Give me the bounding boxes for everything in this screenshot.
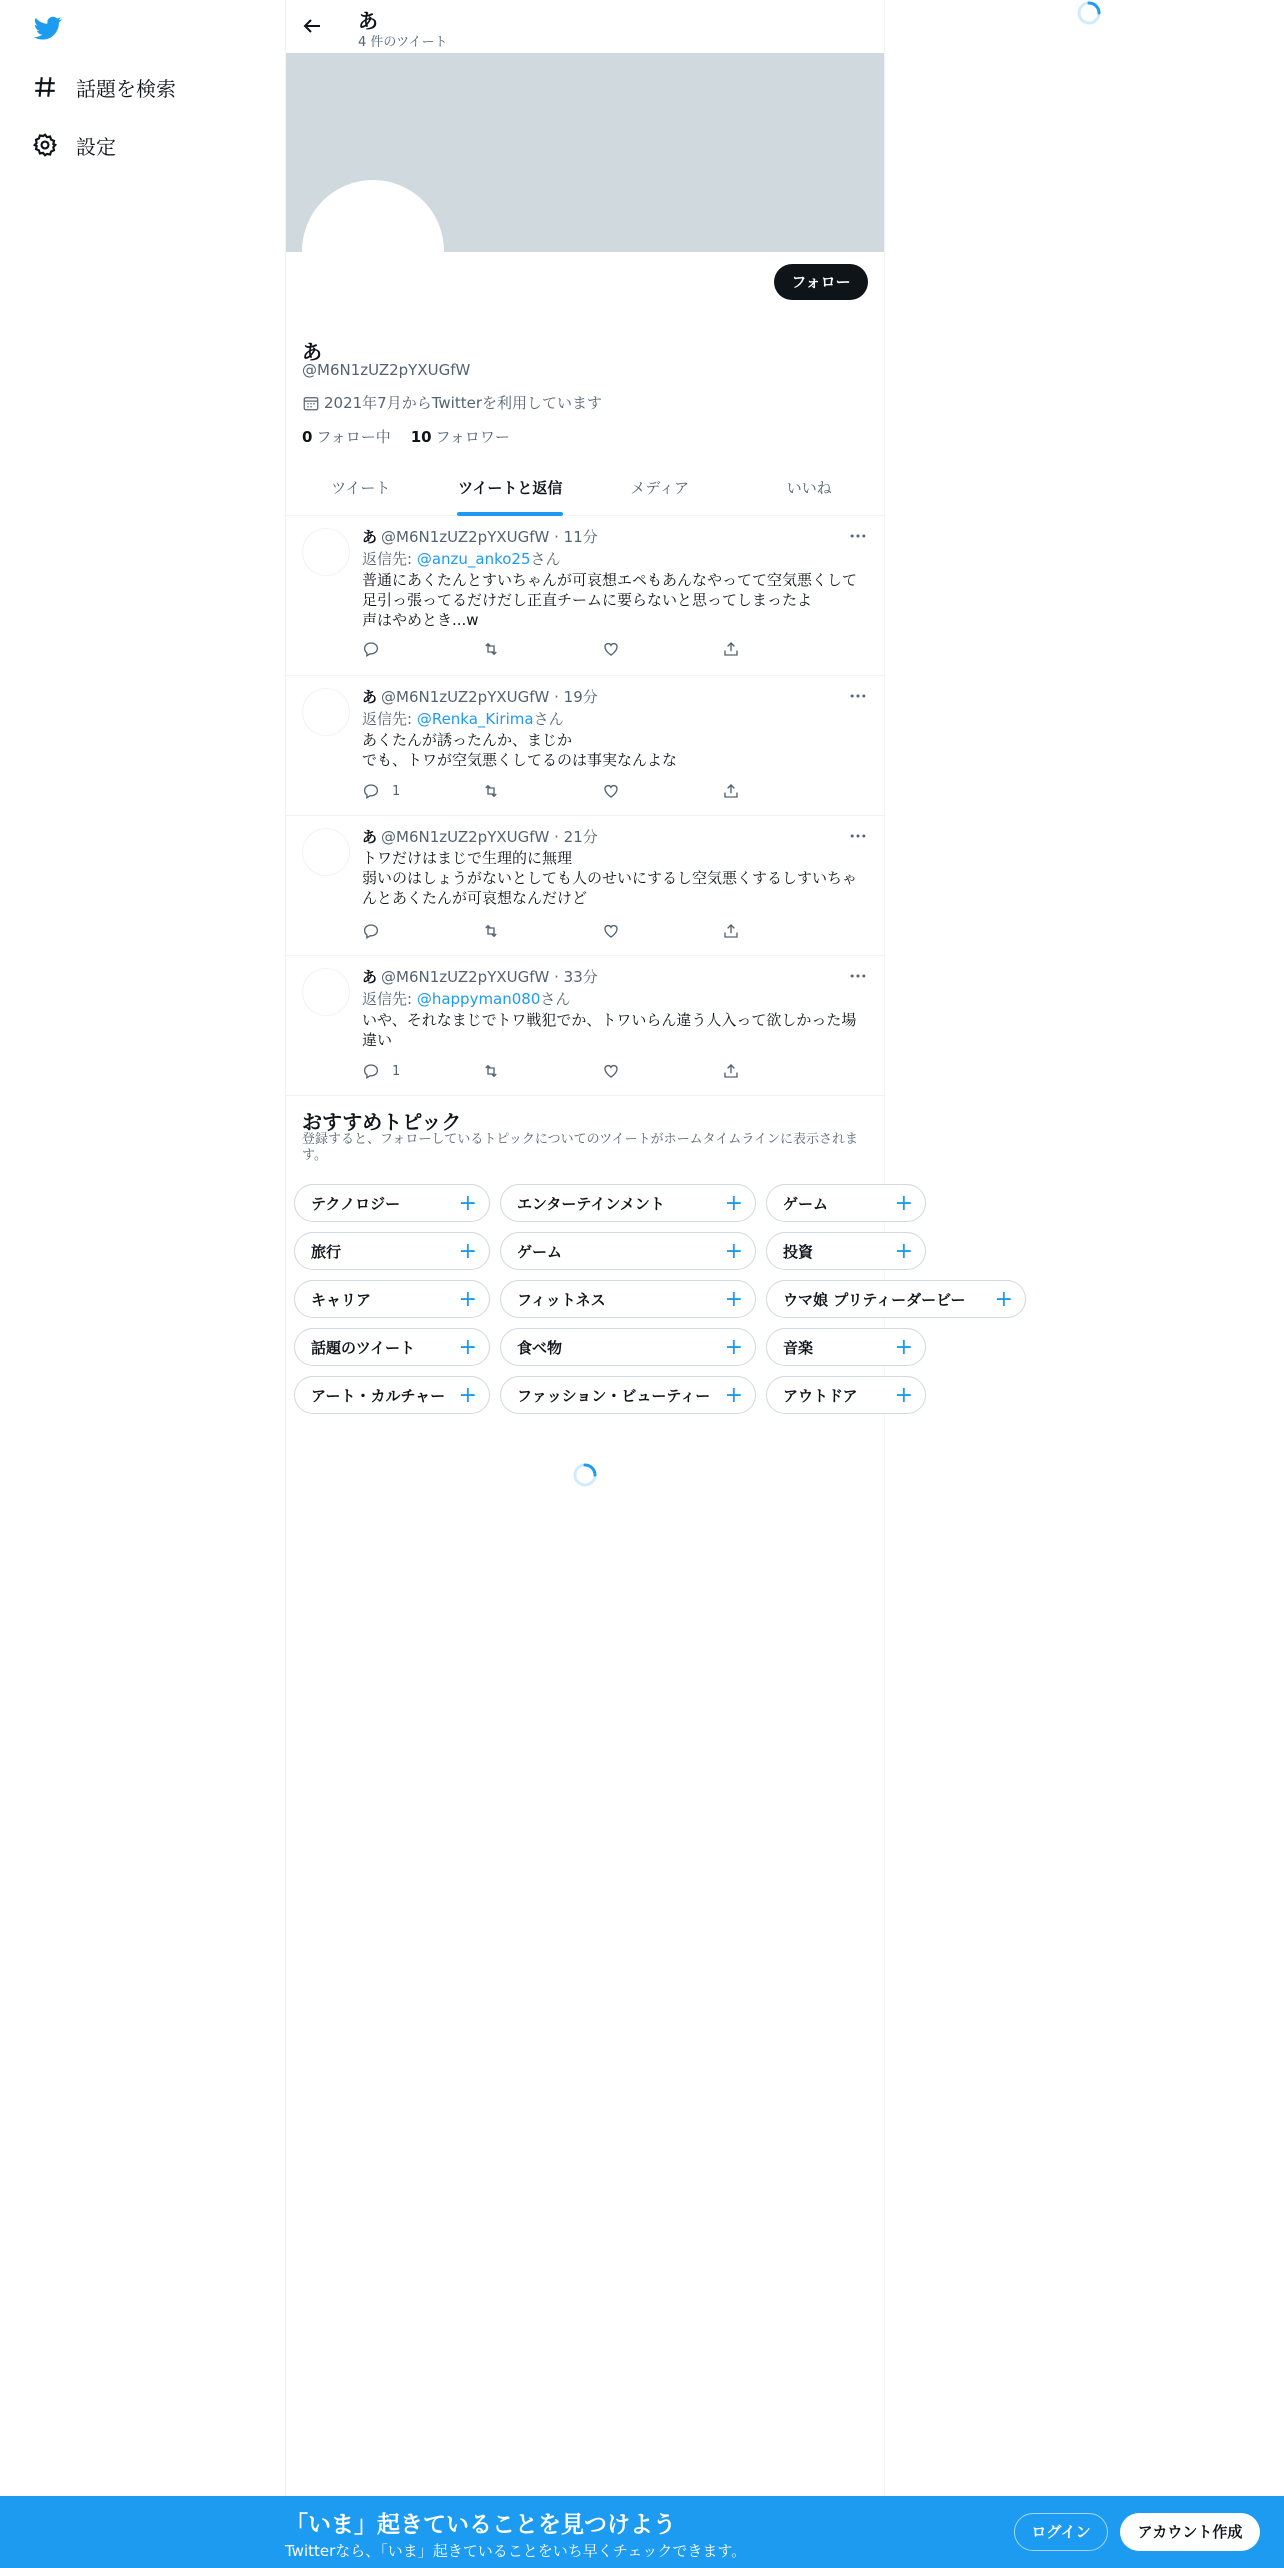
tweet-actions [362,1062,782,1080]
nav-item-label: 話題を検索 [76,76,176,101]
topic-label: エンターテインメント [517,1194,665,1213]
topic-pill[interactable] [500,1232,756,1270]
topic-label: アウトドア [783,1386,858,1405]
topics-subtitle: 登録すると、フォローしているトピックについてのツイートがホームタイムラインに表示されます。 [302,1132,859,1163]
tweet[interactable] [286,516,884,676]
plus-icon: + [724,1382,743,1408]
tweet-actions [362,782,782,800]
retweet-icon [482,1062,500,1080]
topic-pill[interactable] [294,1280,490,1318]
profile-header-bar [286,0,884,53]
topic-row [294,1376,926,1414]
tweet-reply-context [362,548,561,569]
followers-label: フォロワー [435,428,510,446]
tweet-avatar[interactable] [302,968,350,1016]
topic-label: 旅行 [311,1242,342,1261]
plus-icon: + [894,1382,913,1408]
follow-button[interactable]: フォロー [774,264,868,300]
topic-row [294,1184,926,1222]
followers-count: 10 [410,428,432,446]
share-button[interactable] [722,640,782,658]
topic-pill[interactable] [294,1376,490,1414]
calendar-icon [302,394,320,412]
tweet-actions [362,640,782,658]
nav-item-settings[interactable] [32,125,116,165]
topic-label: 話題のツイート [311,1338,415,1357]
following-label: フォロー中 [316,428,391,446]
tweet-avatar[interactable] [302,528,350,576]
reply-icon [362,922,380,940]
tweet-text: あくたんが誘ったんか、まじか でも、トワが空気悪くしてるのは事実なんよな [362,731,678,769]
tab-likes[interactable]: いいね [786,479,832,497]
plus-icon: + [724,1190,743,1216]
share-button[interactable] [722,1062,782,1080]
reply-icon [362,782,380,800]
share-icon [722,782,740,800]
topic-pill[interactable] [500,1184,756,1222]
topic-label: ファッション・ビューティー [517,1386,711,1405]
plus-icon: + [458,1382,477,1408]
following-link[interactable] [302,426,391,447]
reply-to-link[interactable]: @Renka_Kirima [416,710,534,728]
retweet-button[interactable] [482,1062,542,1080]
reply-button[interactable] [362,640,422,658]
bottombar-subtitle: Twitterなら、「いま」起きていることをいち早くチェックできます。 [285,2542,747,2560]
plus-icon: + [724,1286,743,1312]
more-icon[interactable] [848,966,868,986]
reply-icon [362,1062,380,1080]
like-button[interactable] [602,922,662,940]
topic-pill[interactable] [294,1184,490,1222]
share-icon [722,1062,740,1080]
topic-label: 音楽 [783,1338,814,1357]
topic-label: アート・カルチャー [311,1386,446,1405]
heart-icon [602,782,620,800]
topic-pill[interactable] [500,1328,756,1366]
tweet-handle-time[interactable]: @M6N1zUZ2pYXUGfW · 33分 [381,968,598,986]
reply-button[interactable] [362,782,422,800]
reply-button[interactable] [362,1062,422,1080]
header-tweet-count: 4 件のツイート [358,35,448,50]
plus-icon: + [894,1190,913,1216]
more-icon[interactable] [848,526,868,546]
reply-icon [362,640,380,658]
tweet-text: 普通にあくたんとすいちゃんが可哀想エペもあんなやってて空気悪くして足引っ張ってるだけだし正直チームに要らないと思ってしまったよ 声はやめとき...w [362,571,858,629]
loading-spinner-icon [1076,0,1102,26]
followers-link[interactable] [411,426,510,447]
signup-button[interactable]: アカウント作成 [1120,2513,1260,2551]
nav-item-explore[interactable] [32,67,176,107]
heart-icon [602,922,620,940]
tweet[interactable] [286,676,884,816]
bottombar-title: 「いま」起きていることを見つけよう [285,2512,676,2538]
plus-icon: + [458,1190,477,1216]
more-icon[interactable] [848,686,868,706]
reply-suffix: さん [530,550,561,568]
topic-pill[interactable] [500,1376,756,1414]
plus-icon: + [724,1238,743,1264]
topic-pill[interactable] [294,1232,490,1270]
plus-icon: + [894,1238,913,1264]
profile-avatar[interactable] [302,180,444,322]
plus-icon: + [458,1334,477,1360]
main-column [285,0,1013,2500]
reply-prefix: 返信先: [362,550,417,568]
tweet-header [362,826,598,847]
tweet-reply-context [362,988,570,1009]
profile-name: あ [302,340,322,364]
gear-icon [32,132,58,158]
share-icon [722,922,740,940]
share-icon [722,640,740,658]
tweet[interactable] [286,956,884,1096]
topic-label: ウマ娘 プリティーダービー [783,1290,966,1309]
plus-icon: + [994,1286,1013,1312]
retweet-button[interactable] [482,782,542,800]
tweet-handle-time[interactable]: @M6N1zUZ2pYXUGfW · 19分 [381,688,598,706]
topic-label: テクノロジー [311,1194,401,1213]
tweet-handle-time[interactable]: @M6N1zUZ2pYXUGfW · 21分 [381,828,598,846]
tweet-reply-context [362,708,564,729]
share-button[interactable] [722,922,782,940]
tweet-author-name[interactable]: あ [362,528,378,546]
topic-pill[interactable] [766,1184,926,1222]
reply-to-link[interactable]: @happyman080 [416,990,541,1008]
tweet[interactable] [286,816,884,956]
following-count: 0 [302,428,313,446]
hashtag-icon [32,74,58,100]
tab-tweets[interactable]: ツイート [331,479,391,497]
nav-item-label: 設定 [76,134,116,159]
profile-joined [302,392,602,413]
topic-row [294,1280,1026,1318]
reply-prefix: 返信先: [362,990,417,1008]
topic-label: ゲーム [517,1242,563,1261]
topic-pill[interactable] [766,1280,1026,1318]
left-nav [0,0,285,2500]
profile-tabs [286,463,884,516]
retweet-icon [482,640,500,658]
header-name: あ [358,9,378,33]
retweet-icon [482,922,500,940]
like-button[interactable] [602,1062,662,1080]
retweet-button[interactable] [482,640,542,658]
tweet-header [362,526,598,547]
tweet-header [362,966,598,987]
topic-label: ゲーム [783,1194,829,1213]
retweet-button[interactable] [482,922,542,940]
topic-label: フィットネス [517,1290,606,1309]
topics-carousel [286,1184,1013,1424]
login-button[interactable]: ログイン [1014,2513,1108,2551]
topic-pill[interactable] [500,1280,756,1318]
more-icon[interactable] [848,826,868,846]
tweet-text: いや、それなまじでトワ戦犯でか、トワいらん違う人入って欲しかった場違い [362,1011,857,1049]
plus-icon: + [458,1286,477,1312]
heart-icon [602,1062,620,1080]
topic-label: 食べ物 [517,1338,563,1357]
tab-tweets-and-replies[interactable]: ツイートと返信 [436,463,586,515]
retweet-icon [482,782,500,800]
tweet-avatar[interactable] [302,828,350,876]
heart-icon [602,640,620,658]
like-button[interactable] [602,640,662,658]
topic-pill[interactable] [766,1376,926,1414]
profile-handle: @M6N1zUZ2pYXUGfW [302,361,471,379]
joined-text: 2021年7月からTwitterを利用しています [324,394,602,412]
topic-pill[interactable] [766,1328,926,1366]
plus-icon: + [894,1334,913,1360]
reply-suffix: さん [540,990,571,1008]
plus-icon: + [724,1334,743,1360]
tab-media[interactable]: メディア [630,479,690,497]
like-button[interactable] [602,782,662,800]
loading-spinner-icon [572,1462,598,1488]
reply-to-link[interactable]: @anzu_anko25 [416,550,531,568]
reply-button[interactable] [362,922,422,940]
reply-suffix: さん [533,710,564,728]
tweet-actions [362,922,782,940]
reply-count: 1 [392,783,401,799]
reply-prefix: 返信先: [362,710,417,728]
tweet-author-name[interactable]: あ [362,828,378,846]
login-prompt-bar [0,2496,1284,2568]
profile-stats [302,426,510,447]
back-arrow-icon[interactable] [300,14,324,38]
share-button[interactable] [722,782,782,800]
topic-pill[interactable] [294,1328,490,1366]
topic-pill[interactable] [766,1232,926,1270]
topics-title: おすすめトピック [302,1110,462,1134]
tweet-header [362,686,598,707]
tweet-handle-time[interactable]: @M6N1zUZ2pYXUGfW · 11分 [381,528,598,546]
tweet-author-name[interactable]: あ [362,968,378,986]
plus-icon: + [458,1238,477,1264]
tweet-author-name[interactable]: あ [362,688,378,706]
tweet-avatar[interactable] [302,688,350,736]
reply-count: 1 [392,1063,401,1079]
topic-row [294,1328,926,1366]
topic-label: キャリア [311,1290,372,1309]
topic-label: 投資 [783,1242,814,1261]
twitter-logo-icon[interactable] [32,14,64,42]
tweet-text: トワだけはまじで生理的に無理 弱いのはしょうがないとしても人のせいにするし空気悪くするしすいちゃんとあくたんが可哀想なんだけど [362,849,858,907]
topic-row [294,1232,926,1270]
